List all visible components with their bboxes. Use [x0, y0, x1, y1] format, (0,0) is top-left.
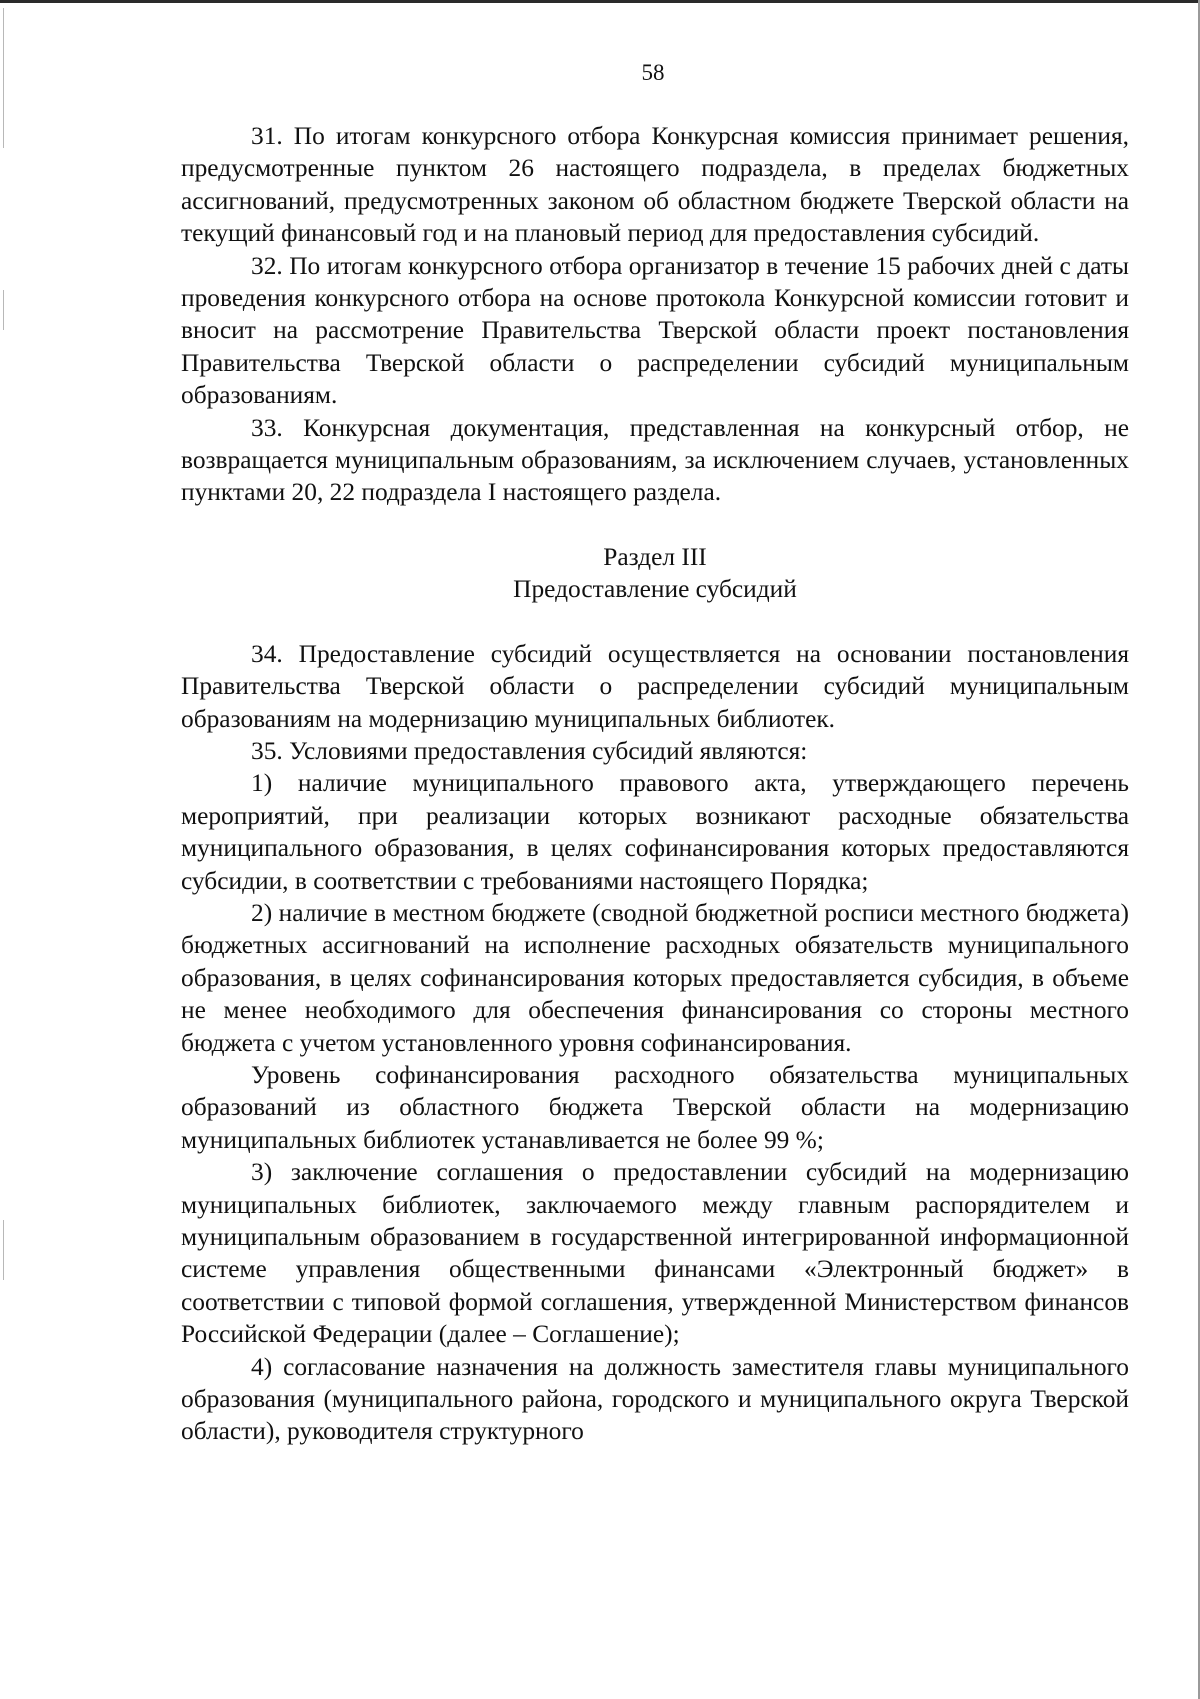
paragraph-31: 31. По итогам конкурсного отбора Конкурсная комиссия принимает решения, предусмотренные пунктом 26 настоящего подраздела, в пределах бюджетных ассигнований, предусмотренных законом об областном бюджете Тверской области на текущий финансовый год и на плановый период для предоставления субсидий.: [181, 122, 1129, 248]
document-body: [181, 120, 1129, 1448]
cofinancing-level: Уровень софинансирования расходного обязательства муниципальных образований из областного бюджета Тверской области на модернизацию муниципальных библиотек устанавливается не более 99 %;: [181, 1060, 1129, 1154]
condition-1: 1) наличие муниципального правового акта, утверждающего перечень мероприятий, при реализации которых возникают расходные обязательства муниципального образования, в целях софинансирования которых предоставляются субсидии, в соответствии с требованиями настоящего Порядка;: [181, 769, 1129, 895]
paragraph-33: 33. Конкурсная документация, представленная на конкурсный отбор, не возвращается муниципальным образованиям, за исключением случаев, установленных пунктами 20, 22 подраздела I настоящего раздела.: [181, 413, 1129, 507]
scan-mark-left-3: [3, 1220, 4, 1280]
condition-4: 4) согласование назначения на должность заместителя главы муниципального образования (муниципального района, городского и муниципального округа Тверской области), руководителя структурного: [181, 1352, 1129, 1446]
paragraph-35: 35. Условиями предоставления субсидий являются:: [251, 736, 808, 765]
condition-3: 3) заключение соглашения о предоставлении субсидий на модернизацию муниципальных библиотек, заключаемого между главным распорядителем и муниципальным образованием в государственной интегрированной информационной системе управления общественными финансами «Электронный бюджет» в соответствии с типовой формой соглашения, утвержденной Министерством финансов Российской Федерации (далее – Соглашение);: [181, 1158, 1129, 1349]
section-title: Предоставление субсидий: [513, 575, 797, 604]
section-heading: [181, 541, 1129, 606]
paragraph-34: 34. Предоставление субсидий осуществляется на основании постановления Правительства Тверской области о распределении субсидий муниципальным образованиям на модернизацию муниципальных библиотек.: [181, 639, 1129, 733]
section-label: Раздел III: [603, 542, 707, 571]
condition-2: 2) наличие в местном бюджете (сводной бюджетной росписи местного бюджета) бюджетных ассигнований на исполнение расходных обязательств муниципального образования, в целях софинансирования которых предоставляется субсидия, в объеме не менее необходимого для обеспечения финансирования со стороны местного бюджета с учетом установленного уровня софинансирования.: [181, 898, 1129, 1057]
scan-mark-left-2: [3, 290, 4, 330]
page-top-edge: [0, 0, 1200, 3]
paragraph-32: 32. По итогам конкурсного отбора организатор в течение 15 рабочих дней с даты проведения конкурсного отбора на основе протокола Конкурсной комиссии готовит и вносит на рассмотрение Правительства Тверской области проект постановления Правительства Тверской области о распределении субсидий муниципальным образованиям.: [181, 251, 1129, 410]
page-number: 58: [641, 60, 665, 85]
